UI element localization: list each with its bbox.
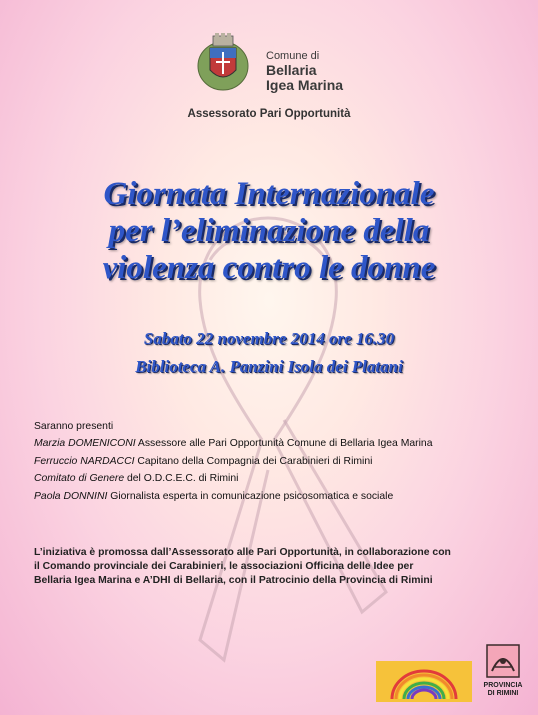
promo-line2: il Comando provinciale dei Carabinieri, le associazioni Officina delle Idee per: [34, 561, 414, 572]
event-details: [0, 325, 538, 381]
title-line1: Giornata Internazionale: [103, 176, 435, 212]
attendee-role: Capitano della Compagnia dei Carabinieri di Rimini: [134, 455, 373, 467]
comune-name: [266, 63, 343, 93]
attendee-row: [34, 453, 432, 470]
event-title: [0, 176, 538, 287]
provincia-line2: DI RIMINI: [487, 690, 519, 697]
promo-line3: Bellaria Igea Marina e A’DHI di Bellaria, con il Patrocinio della Provincia di Rimini: [34, 575, 433, 586]
title-line2: per l’eliminazione della: [108, 213, 430, 249]
attendee-row: [34, 435, 432, 452]
comune-name-line2: Igea Marina: [266, 77, 344, 93]
attendee-row: [34, 470, 432, 487]
provincia-logo-icon: [484, 641, 522, 681]
title-line3: violenza contro le donne: [102, 250, 436, 286]
attendee-row: [34, 488, 432, 505]
attendees-intro: Saranno presenti: [34, 421, 114, 432]
comune-di-label: Comune di: [266, 50, 320, 62]
attendee-role: del O.D.C.E.C. di Rimini: [124, 473, 239, 485]
attendee-name: Ferruccio NARDACCI: [34, 455, 135, 467]
attendee-role: Assessore alle Pari Opportunità Comune di Bellaria Igea Marina: [135, 438, 433, 450]
attendee-role: Giornalista esperta in comunicazione psicosomatica e sociale: [107, 490, 394, 502]
comune-logo: [196, 30, 346, 100]
promo-line1: L’iniziativa è promossa dall’Assessorato alle Pari Opportunità, in collaborazione con: [34, 547, 451, 558]
comune-name-line1: Bellaria: [266, 62, 317, 78]
attendee-name: Paola DONNINI: [34, 490, 108, 502]
assessorato-label: Assessorato Pari Opportunità: [187, 108, 351, 120]
attendees-list: [34, 418, 432, 505]
comune-crest-icon: [196, 30, 250, 94]
provincia-line1: PROVINCIA: [483, 682, 523, 689]
attendee-name: Marzia DOMENICONI: [34, 438, 136, 450]
event-venue: Biblioteca A. Panzini Isola dei Platani: [135, 357, 403, 376]
event-date-time: Sabato 22 novembre 2014 ore 16.30: [143, 329, 395, 348]
attendee-name: Comitato di Genere: [34, 473, 125, 485]
promo-paragraph: [34, 546, 524, 588]
rainbow-logo-icon: [376, 661, 472, 702]
provincia-label: [474, 682, 532, 698]
